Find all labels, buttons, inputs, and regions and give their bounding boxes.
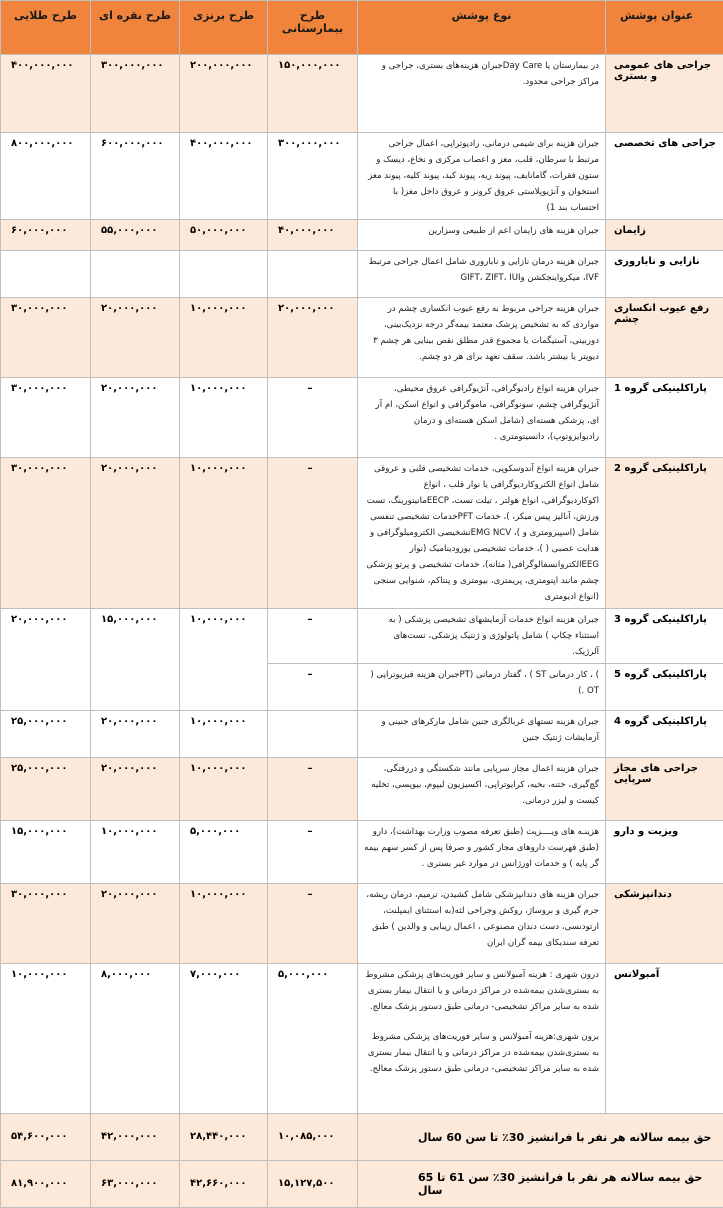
hospital-plan-value: ۳۰۰,۰۰۰,۰۰۰	[268, 133, 358, 220]
coverage-title: پاراکلینیکی گروه 1	[606, 378, 723, 458]
table-row	[1, 821, 723, 884]
premium-row	[1, 1114, 723, 1161]
table-row	[1, 378, 723, 458]
table-row	[1, 220, 723, 251]
header-coverage-title: عنوان پوشش	[606, 1, 723, 55]
hospital-plan-value: –	[268, 884, 358, 964]
table-row	[1, 711, 723, 758]
table-row	[1, 609, 723, 664]
bronze-premium-value: ۲۸,۴۴۰,۰۰۰	[180, 1114, 268, 1161]
hospital-plan-value: ۲۰,۰۰۰,۰۰۰	[268, 298, 358, 378]
bronze-plan-value: ۵۰,۰۰۰,۰۰۰	[180, 220, 268, 251]
table-row	[1, 55, 723, 133]
hospital-plan-value: –	[268, 821, 358, 884]
bronze-plan-value: ۱۰,۰۰۰,۰۰۰	[180, 884, 268, 964]
coverage-description: جبران هزینه تستهای غربالگری جنین شامل مارکرهای جنینی و آزمایشات ژنتیک جنین	[358, 711, 606, 758]
hospital-premium-value: ۱۰,۰۸۵,۰۰۰	[268, 1114, 358, 1161]
hospital-premium-value: ۱۵,۱۲۷,۵۰۰	[268, 1161, 358, 1208]
coverage-description: جبران هزینه های دندانپزشکی شامل کشیدن، ترمیم، درمان ریشه، جرم گیری و بروساژ، روکش وجراحی لثه(به استثنای ایمپلنت، ارتودنسی، دست دندان مصنوعی ، اعمال زیبایی و والدین ) طبق تعرفه سندیکای بیمه گران ایران	[358, 884, 606, 964]
hospital-plan-value: –	[268, 758, 358, 821]
gold-premium-value: ۸۱,۹۰۰,۰۰۰	[1, 1161, 91, 1208]
coverage-title: پاراکلینیکی گروه 2	[606, 458, 723, 609]
coverage-description: جبران هزینه اعمال مجاز سرپایی مانند شکستگی و دررفتگی، گچ‌گیری، ختنه، بخیه، کرایوتراپی، اکسیزیون لیپوم، بیوپسی، تخلیه کیست و لیزر درمانی.	[358, 758, 606, 821]
table-row	[1, 884, 723, 964]
header-gold-plan: طرح طلایی	[1, 1, 91, 55]
gold-plan-value	[1, 251, 91, 298]
premium-row	[1, 1161, 723, 1208]
silver-plan-value: ۲۰,۰۰۰,۰۰۰	[91, 378, 180, 458]
coverage-title: ویزیت و دارو	[606, 821, 723, 884]
silver-premium-value: ۴۲,۰۰۰,۰۰۰	[91, 1114, 180, 1161]
gold-plan-value: ۴۰۰,۰۰۰,۰۰۰	[1, 55, 91, 133]
gold-plan-value: ۳۰,۰۰۰,۰۰۰	[1, 298, 91, 378]
hospital-plan-value	[268, 251, 358, 298]
coverage-description: جبران هزینه جراحی مربوط به رفع عیوب انکساری چشم در مواردی که به تشخیص پزشک معتمد بیمه‌گر درجه نزدیک‌بینی، دوربینی، آستیگمات یا مجموع قدر مطلق نقص بینایی هر چشم ۳ دیوپتر یا بیشتر باشد. سقف تعهد برای هر دو چشم.	[358, 298, 606, 378]
hospital-plan-value: ۴۰,۰۰۰,۰۰۰	[268, 220, 358, 251]
header-row	[1, 1, 723, 55]
coverage-description: جبران هزینه انواع آندوسکوپی، خدمات تشخیصی قلبی و عروقی شامل انواع الکتروکاردیوگرافی یا نوار قلب ، انواع اکوکاردیوگرافی، انواع هولتر ، تیلت تست، EECPمانیتورینگ، تست ورزش، آنالیز پیس میکر، )، خدمات PFTخدمات تشخیصی تنفسی شامل (اسپیرومتری و )، EMG NCVتشخیصی الکترومیلوگرافی و هدایت عصبی ( )، خدمات تشخیصی یورودینامیک (نوار EEGالکتروانسفالوگرافی( مثانه)، خدمات تشخیصی و پرتو پزشکی چشم مانند اپتومتری، پریمتری، بیومتری و پنتاکم، شنوایی سنجی (انواع ادیومتری	[358, 458, 606, 609]
silver-plan-value: ۵۵,۰۰۰,۰۰۰	[91, 220, 180, 251]
gold-plan-value: ۱۰,۰۰۰,۰۰۰	[1, 964, 91, 1114]
gold-plan-value: ۲۵,۰۰۰,۰۰۰	[1, 758, 91, 821]
coverage-title: جراحی های مجاز سرپایی	[606, 758, 723, 821]
gold-plan-value: ۶۰,۰۰۰,۰۰۰	[1, 220, 91, 251]
coverage-title: پاراکلینیکی گروه 3	[606, 609, 723, 664]
coverage-title: جراحی های تخصصی	[606, 133, 723, 220]
bronze-plan-value: ۱۰,۰۰۰,۰۰۰	[180, 609, 268, 711]
gold-plan-value: ۸۰۰,۰۰۰,۰۰۰	[1, 133, 91, 220]
coverage-title: دندانپزشکی	[606, 884, 723, 964]
gold-plan-value: ۳۰,۰۰۰,۰۰۰	[1, 458, 91, 609]
header-hospital-plan: طرح بیمارستانی	[268, 1, 358, 55]
premium-label: حق بیمه سالانه هر نفر با فرانشیز 30٪ تا سن 60 سال	[358, 1114, 723, 1161]
coverage-description: جبران هزینه انواع خدمات آزمایشهای تشخیصی پزشکی ( به استثناء چکاپ ) شامل پاتولوژی و ژنتیک پزشکی، تست‌های آلرژیک.	[358, 609, 606, 664]
hospital-plan-value: –	[268, 378, 358, 458]
table-row	[1, 964, 723, 1114]
coverage-title: پاراکلینیکی گروه 4	[606, 711, 723, 758]
bronze-plan-value: ۲۰۰,۰۰۰,۰۰۰	[180, 55, 268, 133]
table-row	[1, 133, 723, 220]
table-row	[1, 458, 723, 609]
coverage-description: جبران هزینه های زایمان اعم از طبیعی وسزارین	[358, 220, 606, 251]
gold-plan-value: ۲۵,۰۰۰,۰۰۰	[1, 711, 91, 758]
header-bronze-plan: طرح برنزی	[180, 1, 268, 55]
bronze-plan-value: ۱۰,۰۰۰,۰۰۰	[180, 458, 268, 609]
table-row	[1, 758, 723, 821]
silver-plan-value: ۲۰,۰۰۰,۰۰۰	[91, 711, 180, 758]
hospital-plan-value: –	[268, 609, 358, 664]
hospital-plan-value	[268, 711, 358, 758]
coverage-description-extracity: برون شهری:هزینه آمبولانس و سایر فوریت‌های پزشکی مشروط به بستری‌شدن بیمه‌شده در مراکز درمانی و یا انتقال بیمار بستری شده به سایر مراکز تشخیصی- درمانی طبق دستور پزشک معالج.	[364, 1029, 599, 1077]
coverage-title: رفع عیوب انکساری چشم	[606, 298, 723, 378]
silver-premium-value: ۶۳,۰۰۰,۰۰۰	[91, 1161, 180, 1208]
table-row	[1, 251, 723, 298]
coverage-description: جبران هزینه برای شیمی درمانی، رادیوتراپی، اعمال جراحی مرتبط با سرطان، قلب، مغز و اعصاب مرکزی و نخاع، دیسک و ستون فقرات، گامانایف، پیوند ریه، پیوند کبد، پیوند کلیه، پیوند مغز استخوان و آنژیوپلاستی عروق کرونر و عروق داخل مغز( با احتساب بند 1)	[358, 133, 606, 220]
gold-plan-value: ۱۵,۰۰۰,۰۰۰	[1, 821, 91, 884]
gold-plan-value: ۳۰,۰۰۰,۰۰۰	[1, 884, 91, 964]
bronze-plan-value: ۱۰,۰۰۰,۰۰۰	[180, 298, 268, 378]
header-silver-plan: طرح نقره ای	[91, 1, 180, 55]
silver-plan-value	[91, 251, 180, 298]
silver-plan-value: ۶۰۰,۰۰۰,۰۰۰	[91, 133, 180, 220]
bronze-plan-value	[180, 251, 268, 298]
coverage-title: نازایی و ناباروری	[606, 251, 723, 298]
bronze-plan-value: ۱۰,۰۰۰,۰۰۰	[180, 758, 268, 821]
hospital-plan-value: –	[268, 664, 358, 711]
bronze-plan-value: ۷,۰۰۰,۰۰۰	[180, 964, 268, 1114]
silver-plan-value: ۳۰۰,۰۰۰,۰۰۰	[91, 55, 180, 133]
gold-plan-value: ۳۰,۰۰۰,۰۰۰	[1, 378, 91, 458]
silver-plan-value: ۸,۰۰۰,۰۰۰	[91, 964, 180, 1114]
coverage-description: در بیمارستان یا Day Careجبران هزینه‌های بستری، جراحی و مراکز جراحی محدود.	[358, 55, 606, 133]
hospital-plan-value: –	[268, 458, 358, 609]
table-row	[1, 298, 723, 378]
bronze-plan-value: ۱۰,۰۰۰,۰۰۰	[180, 711, 268, 758]
coverage-description: جبران هزینه انواع رادیوگرافی، آنژیوگرافی عروق محیطی، آنژیوگرافی چشم، سونوگرافی، ماموگرافی و انواع اسکن، ام آر ای، پزشکی هسته‌ای (شامل اسکن هسته‌ای و درمان رادیوایزوتوپ)، دانسیتومتری .	[358, 378, 606, 458]
coverage-title: جراحی های عمومی و بستری	[606, 55, 723, 133]
coverage-description: هزینـه های ویــــزیت (طبق تعرفه مصوب وزارت بهداشت)، دارو (طبق فهرست داروهای مجاز کشور و صرفا پس از کسر سهم بیمه گر پایه ) و خدمات اورژانس در موارد غیر بستری .	[358, 821, 606, 884]
gold-premium-value: ۵۴,۶۰۰,۰۰۰	[1, 1114, 91, 1161]
coverage-title: زایمان	[606, 220, 723, 251]
silver-plan-value: ۲۰,۰۰۰,۰۰۰	[91, 298, 180, 378]
silver-plan-value: ۲۰,۰۰۰,۰۰۰	[91, 884, 180, 964]
hospital-plan-value: ۵,۰۰۰,۰۰۰	[268, 964, 358, 1114]
hospital-plan-value: ۱۵۰,۰۰۰,۰۰۰	[268, 55, 358, 133]
bronze-plan-value: ۴۰۰,۰۰۰,۰۰۰	[180, 133, 268, 220]
coverage-description-intercity: درون شهری : هزینه آمبولانس و سایر فوریت‌های پزشکی مشروط به بستری‌شدن بیمه‌شده در مراکز درمانی و یا انتقال بیمار بستری شده به سایر مراکز تشخیصی- درمانی طبق دستور پزشک معالج.	[364, 967, 599, 1015]
header-coverage-type: نوع پوشش	[358, 1, 606, 55]
coverage-description	[358, 964, 606, 1114]
gold-plan-value: ۲۰,۰۰۰,۰۰۰	[1, 609, 91, 711]
bronze-plan-value: ۵,۰۰۰,۰۰۰	[180, 821, 268, 884]
coverage-description: جبران هزینه درمان نازایی و ناباروری شامل اعمال جراحی مرتبط IVF، میکرواینجکشن وGIFT، ZIFT، IUI	[358, 251, 606, 298]
bronze-plan-value: ۱۰,۰۰۰,۰۰۰	[180, 378, 268, 458]
silver-plan-value: ۱۰,۰۰۰,۰۰۰	[91, 821, 180, 884]
coverage-title: آمبولانس	[606, 964, 723, 1114]
coverage-title: پاراکلینیکی گروه 5	[606, 664, 723, 711]
silver-plan-value: ۱۵,۰۰۰,۰۰۰	[91, 609, 180, 711]
silver-plan-value: ۲۰,۰۰۰,۰۰۰	[91, 458, 180, 609]
bronze-premium-value: ۴۲,۶۶۰,۰۰۰	[180, 1161, 268, 1208]
silver-plan-value: ۲۰,۰۰۰,۰۰۰	[91, 758, 180, 821]
coverage-description: ) ، کار درمانی ST ) ، گفتار درمانی (PTجبران هزینه فیزیوتراپی ( OT .)	[358, 664, 606, 711]
premium-label: حق بیمه سالانه هر نفر با فرانشیز 30٪ سن 61 تا 65 سال	[358, 1161, 723, 1208]
